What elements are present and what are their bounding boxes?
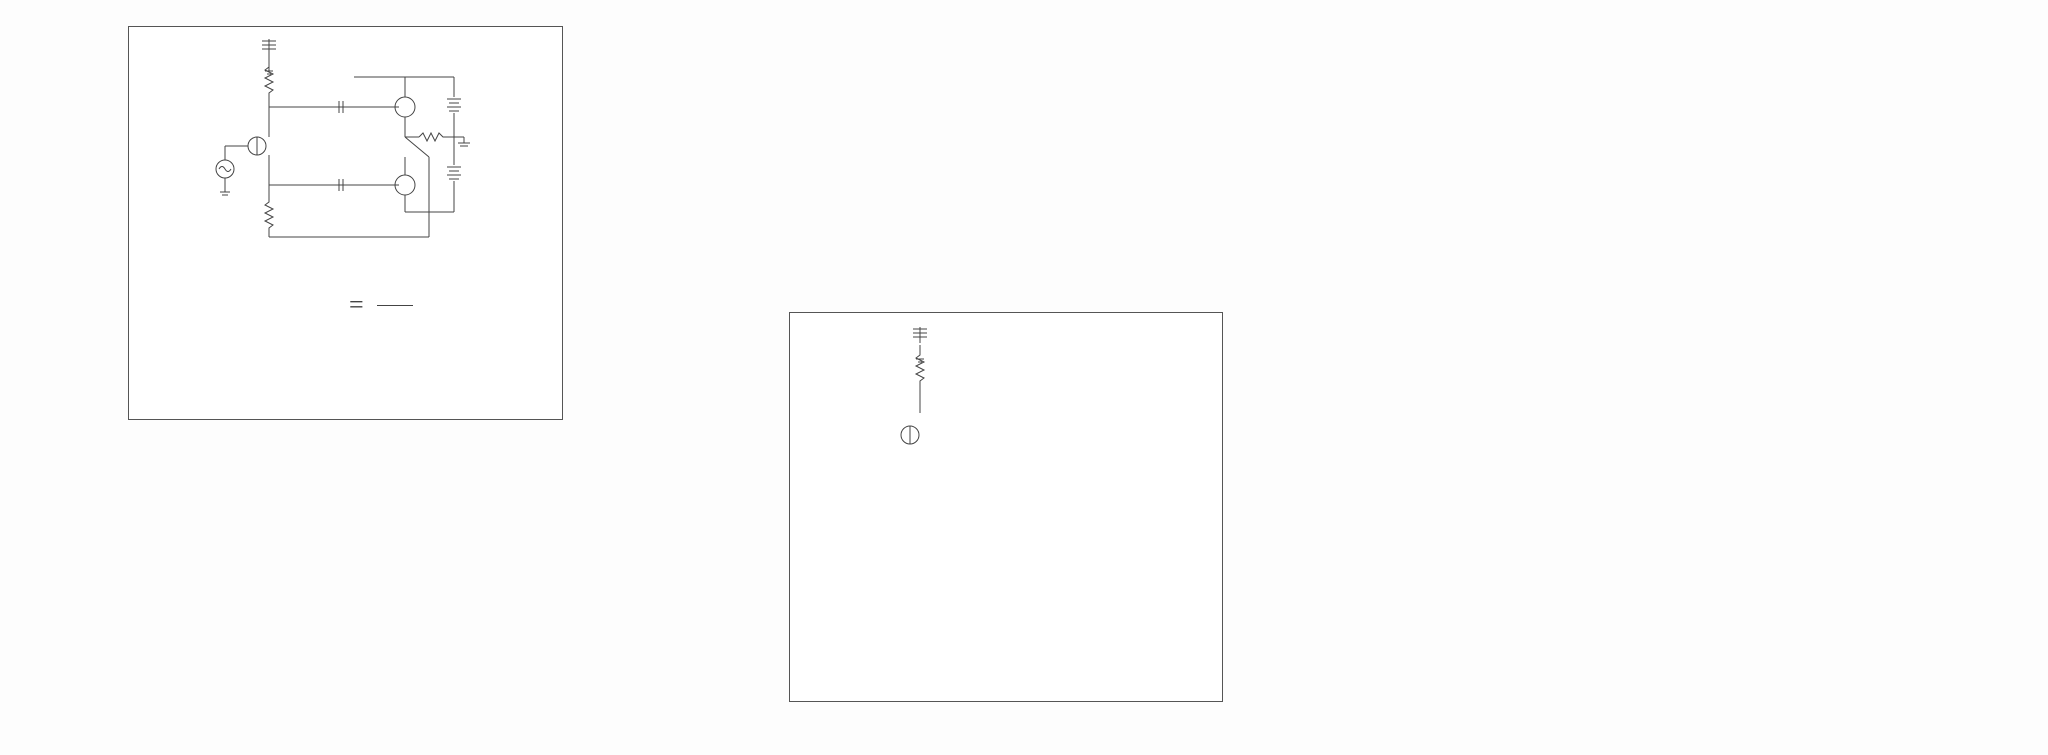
page2-body-top [731,24,1291,36]
page-2 [725,0,1325,755]
futterman-schematic [129,27,562,419]
fig5-formula: = [297,272,417,332]
page1-body [70,467,630,477]
futterman-variation-schematic [790,313,1222,701]
page-1 [0,0,660,755]
figure-6-box [789,312,1223,702]
figure-5-box [128,26,563,420]
